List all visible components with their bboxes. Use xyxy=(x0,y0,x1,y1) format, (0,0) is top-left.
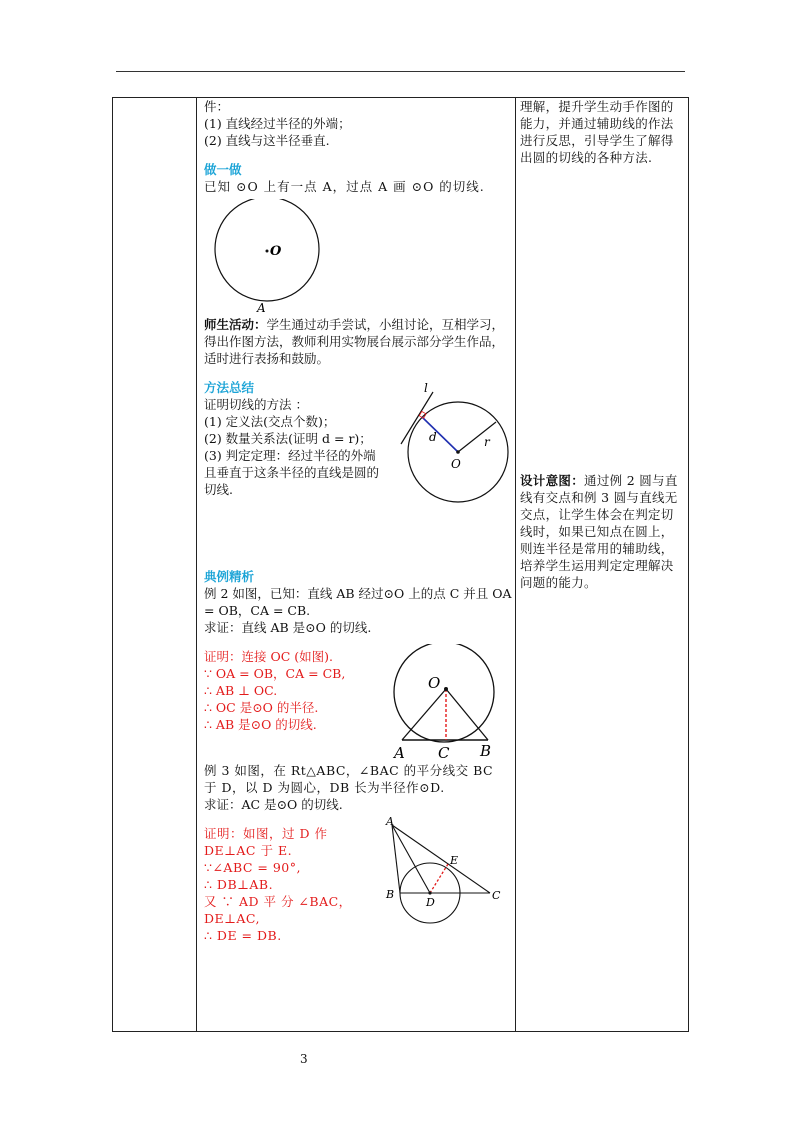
proof2-line-4: ∴ OC 是⊙O 的半径. xyxy=(204,700,319,715)
proof2-line-5: ∴ AB 是⊙O 的切线. xyxy=(204,717,317,732)
label-c: C xyxy=(438,744,450,762)
method-list xyxy=(204,396,384,498)
examples-heading: 典例精析 xyxy=(204,569,255,584)
label-b: B xyxy=(386,888,395,901)
center-dot xyxy=(428,891,431,894)
label-c: C xyxy=(492,889,501,902)
side-ab xyxy=(392,825,400,893)
proof2 xyxy=(204,648,384,733)
ex2-line-2: 求证：直线 AB 是⊙O 的切线. xyxy=(204,620,372,635)
zuoyizuo-heading: 做一做 xyxy=(204,162,242,177)
example3-figure xyxy=(374,813,504,935)
cont-line-2: (1) 直线经过半径的外端； xyxy=(204,116,351,131)
ex2-line-1: 例 2 如图，已知：直线 AB 经过⊙O 上的点 C 并且 OA = OB，CA = CB. xyxy=(204,586,512,618)
example2-block xyxy=(204,648,514,762)
column-divider-1 xyxy=(196,98,197,1031)
label-d: d xyxy=(429,430,437,444)
proof2-line-3: ∴ AB ⊥ OC. xyxy=(204,683,278,698)
circle-figure-1 xyxy=(212,199,342,314)
method-heading: 方法总结 xyxy=(204,380,255,395)
proof2-line-2: ∵ OA = OB，CA = CB, xyxy=(204,666,346,681)
center-dot xyxy=(444,687,448,691)
side-ac xyxy=(392,825,490,893)
label-a: A xyxy=(394,744,405,762)
activity-paragraph xyxy=(204,316,514,367)
radius-r xyxy=(458,422,496,452)
method-line-1: 证明切线的方法 ： xyxy=(204,397,308,412)
label-a: A xyxy=(386,815,394,828)
design-text: 通过例 2 圆与直线有交点和例 3 圆与直线无交点，让学生体会在判定切线时，如果已知点在圆上，则连半径是常用的辅助线，培养学生运用判定定理解决问题的能力。 xyxy=(520,473,678,590)
label-b: B xyxy=(480,742,492,760)
proof2-line-1: 证明：连接 OC (如图). xyxy=(204,649,333,664)
circle xyxy=(394,644,494,742)
right-top-text: 理解，提升学生动手作图的能力，并通过辅助线的作法进行反思，引导学生了解得出圆的切线的各种方法. xyxy=(520,99,674,165)
center-dot xyxy=(456,450,460,454)
segment-ob xyxy=(446,689,488,740)
label-d: D xyxy=(426,896,435,909)
proof3-line-1: 证明：如图，过 D 作 DE⊥AC 于 E. xyxy=(204,826,328,858)
label-e: E xyxy=(450,854,459,867)
cont-line-3: (2) 直线与这半径垂直. xyxy=(204,133,330,148)
method-line-2: (1) 定义法(交点个数)； xyxy=(204,414,336,429)
tangent-figure xyxy=(399,382,514,512)
segment-ad xyxy=(392,825,430,893)
label-r: r xyxy=(484,435,490,449)
activity-text: 学生通过动手尝试，小组讨论，互相学习，得出作图方法，教师利用实物展台展示部分学生作品，适时进行表扬和鼓励。 xyxy=(204,317,505,366)
method-line-4: (3) 判定定理：经过半径的外端且垂直于这条半径的直线是圆的切线. xyxy=(204,448,380,497)
segment-de xyxy=(430,864,448,893)
example2-figure xyxy=(384,644,504,764)
example3-block xyxy=(204,815,514,943)
proof3-line-4: 又 ∵ AD 平 分 ∠BAC，DE⊥AC, xyxy=(204,894,352,926)
zuoyizuo-text: 已知 ⊙O 上有一点 A，过点 A 画 ⊙O 的切线. xyxy=(204,179,485,194)
proof3 xyxy=(204,825,359,944)
design-cell xyxy=(520,98,680,591)
label-o: O xyxy=(451,457,461,471)
header-rule xyxy=(116,71,685,72)
activity-label: 师生活动： xyxy=(204,317,267,332)
ex3-line-2: 求证：AC 是⊙O 的切线. xyxy=(204,797,343,812)
page-number: 3 xyxy=(300,1052,308,1066)
lesson-table xyxy=(112,97,689,1032)
segment-oa xyxy=(402,689,446,740)
proof3-line-5: ∴ DE = DB. xyxy=(204,928,282,943)
design-paragraph xyxy=(520,472,680,591)
cont-line-1: 件： xyxy=(204,99,230,114)
center-dot xyxy=(266,250,269,253)
center-label: O xyxy=(270,244,282,259)
ex3-line-1: 例 3 如图，在 Rt△ABC，∠BAC 的平分线交 BC 于 D，以 D 为圆心，DB 长为半径作⊙D. xyxy=(204,763,494,795)
design-label: 设计意图： xyxy=(520,473,585,488)
label-l: l xyxy=(424,382,428,395)
segment-d xyxy=(422,417,458,452)
label-o: O xyxy=(428,674,441,692)
column-divider-2 xyxy=(515,98,516,1031)
proof3-line-2: ∵∠ABC = 90°, xyxy=(204,860,301,875)
teaching-content-cell xyxy=(204,98,514,943)
proof3-line-3: ∴ DB⊥AB. xyxy=(204,877,274,892)
method-line-3: (2) 数量关系法(证明 d = r)； xyxy=(204,431,372,446)
point-a-label: A xyxy=(257,301,266,314)
